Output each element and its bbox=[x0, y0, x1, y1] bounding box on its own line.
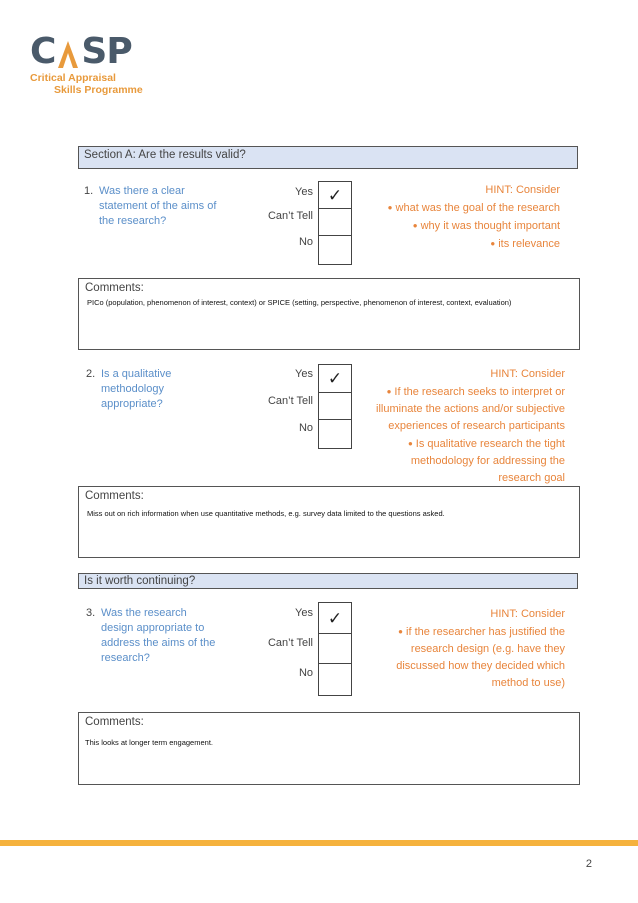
q1-hint: HINT: Consider ● what was the goal of the research ● why it was thought important ● its relevance bbox=[387, 184, 560, 250]
q1-answer-boxes bbox=[318, 181, 352, 265]
q3-no-checkbox[interactable] bbox=[319, 664, 351, 695]
bullet-icon: ● bbox=[387, 203, 393, 212]
q2-hint: HINT: Consider ● If the research seeks to interpret or illuminate the actions and/or subjective experiences of research participants ● Is qualitative research the tight methodology for addressing the research goal bbox=[376, 368, 565, 484]
q1-no-checkbox[interactable] bbox=[319, 236, 351, 264]
q2-answer-boxes bbox=[318, 364, 352, 449]
q3-hint: HINT: Consider ● if the researcher has justified the research design (e.g. have they discussed how they decided which method to use) bbox=[396, 608, 565, 689]
bullet-icon: ● bbox=[490, 239, 496, 248]
q1-no-label: No bbox=[298, 236, 313, 248]
q1-cant-tell-label: Can’t Tell bbox=[267, 210, 313, 222]
q2-comments-box[interactable]: Comments: Miss out on rich information when use quantitative methods, e.g. survey data limited to the questions asked. bbox=[78, 486, 580, 558]
q1-comment-text: PICo (population, phenomenon of interest, context) or SPICE (setting, perspective, phenomenon of interest, context, evaluation) bbox=[87, 298, 512, 307]
q3-cant-tell-label: Can’t Tell bbox=[267, 637, 313, 649]
bullet-icon: ● bbox=[412, 221, 418, 230]
casp-logo bbox=[30, 31, 143, 96]
q2-cant-tell-checkbox[interactable] bbox=[319, 393, 351, 420]
bullet-icon: ● bbox=[398, 627, 404, 636]
check-icon: ✓ bbox=[327, 369, 343, 388]
section-a-header: Section A: Are the results valid? bbox=[78, 146, 578, 169]
check-icon: ✓ bbox=[327, 185, 343, 205]
q2-no-label: No bbox=[298, 422, 313, 434]
q3-yes-checkbox[interactable] bbox=[319, 603, 351, 634]
q2-yes-checkbox[interactable] bbox=[319, 365, 351, 393]
page-number: 2 bbox=[585, 858, 592, 870]
q3-answer-boxes bbox=[318, 602, 352, 696]
footer-bar bbox=[0, 840, 638, 846]
q2-yes-label: Yes bbox=[295, 368, 313, 380]
q1-cant-tell-checkbox[interactable] bbox=[319, 209, 351, 236]
question-3: 3. Was the research design appropriate to address the aims of the research? bbox=[86, 607, 216, 664]
q2-cant-tell-label: Can’t Tell bbox=[267, 395, 313, 407]
q1-yes-checkbox[interactable] bbox=[319, 182, 351, 209]
logo-wordmark: C SP bbox=[30, 31, 132, 72]
logo-tagline-1: Critical Appraisal bbox=[30, 72, 116, 84]
check-icon: ✓ bbox=[327, 608, 343, 628]
continue-section-header: Is it worth continuing? bbox=[78, 573, 578, 589]
bullet-icon: ● bbox=[407, 439, 413, 448]
logo-caret-icon bbox=[56, 38, 80, 70]
q3-comment-text: This looks at longer term engagement. bbox=[85, 738, 213, 747]
bullet-icon: ● bbox=[386, 387, 392, 396]
q2-no-checkbox[interactable] bbox=[319, 420, 351, 448]
q3-no-label: No bbox=[298, 667, 313, 679]
logo-tagline-2: Skills Programme bbox=[54, 84, 143, 96]
question-1: 1. Was there a clear statement of the aims of the research? bbox=[84, 185, 217, 227]
q2-comment-text: Miss out on rich information when use quantitative methods, e.g. survey data limited to the questions asked. bbox=[87, 509, 445, 518]
q3-comments-box[interactable]: Comments: This looks at longer term engagement. bbox=[78, 712, 580, 785]
q3-cant-tell-checkbox[interactable] bbox=[319, 634, 351, 664]
q1-comments-box[interactable]: Comments: PICo (population, phenomenon of interest, context) or SPICE (setting, perspective, phenomenon of interest, context, evaluation) bbox=[78, 278, 580, 350]
q1-yes-label: Yes bbox=[295, 186, 313, 198]
question-2: 2. Is a qualitative methodology appropriate? bbox=[86, 368, 172, 410]
q3-yes-label: Yes bbox=[295, 607, 313, 619]
